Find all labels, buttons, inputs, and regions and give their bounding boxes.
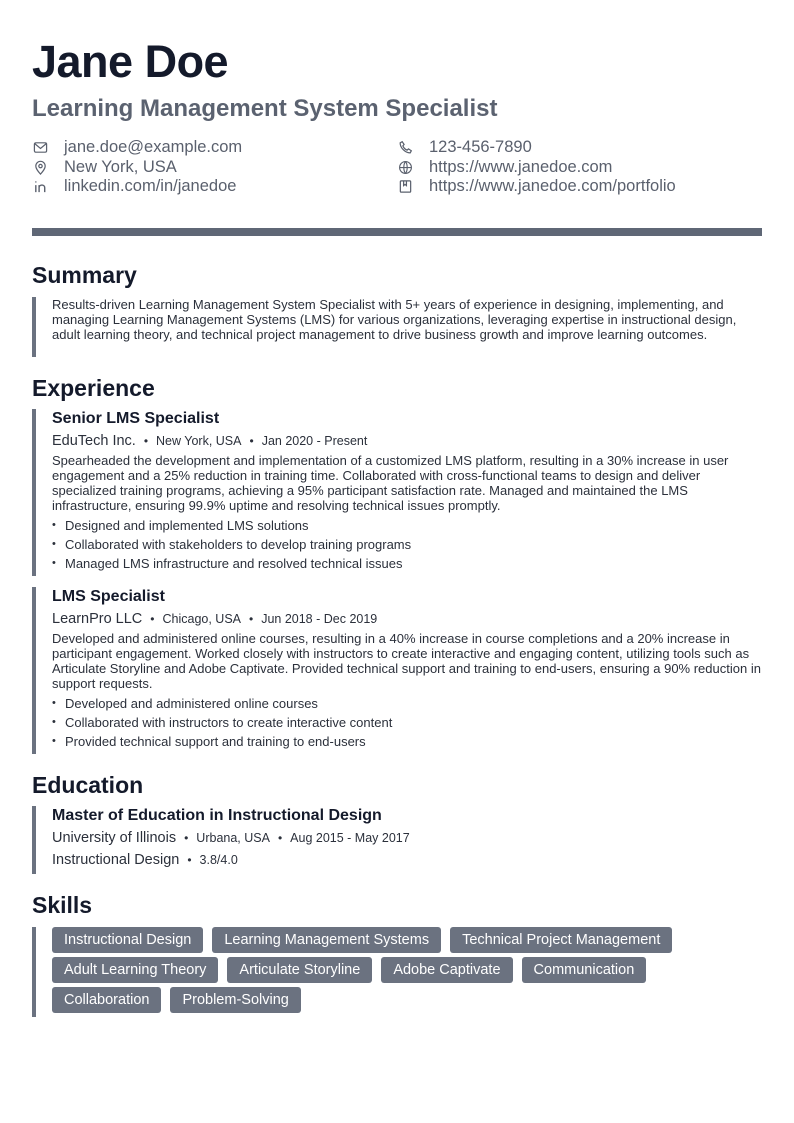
- skill-tag: Collaboration: [52, 987, 161, 1013]
- linkedin-icon: [32, 179, 48, 195]
- skills-list: [52, 927, 742, 1013]
- contact-location-text: New York, USA: [64, 157, 177, 176]
- contact-website-text: https://www.janedoe.com: [429, 157, 613, 176]
- job-bullets: [52, 694, 762, 751]
- school-name: University of Illinois: [52, 830, 177, 846]
- job-company: LearnPro LLC: [52, 611, 143, 627]
- job-meta: [52, 431, 762, 451]
- candidate-name: Jane Doe: [32, 36, 229, 87]
- contact-linkedin-text: linkedin.com/in/janedoe: [64, 177, 237, 196]
- separator-dot: •: [184, 831, 189, 845]
- mail-icon: [32, 140, 48, 156]
- contact-phone[interactable]: [397, 138, 676, 158]
- job-bullet: • Designed and implemented LMS solutions: [52, 516, 762, 535]
- experience-heading: Experience: [32, 375, 155, 401]
- contact-phone-text: 123-456-7890: [429, 138, 532, 157]
- job-bullet: • Collaborated with instructors to create interactive content: [52, 713, 762, 732]
- job-title: LMS Specialist: [52, 588, 165, 605]
- portfolio-icon: [397, 179, 413, 195]
- summary-text: Results-driven Learning Management System Specialist with 5+ years of experience in designing, implementing, and managing Learning Management Systems (LMS) for various organizations, leveraging expertise in instructional design, adult learning theory, and technical project management to drive business growth and improve learning outcomes.: [52, 297, 737, 342]
- skills-heading: Skills: [32, 892, 93, 918]
- separator-dot: •: [187, 853, 192, 867]
- job-meta: [52, 609, 762, 629]
- job-title: Senior LMS Specialist: [52, 410, 220, 427]
- skill-tag: Technical Project Management: [450, 927, 672, 953]
- education-heading: Education: [32, 772, 144, 798]
- contact-column-right: [397, 138, 676, 197]
- skills-block: [32, 927, 762, 1017]
- degree-title: Master of Education in Instructional Design: [52, 807, 382, 824]
- header-divider: [32, 228, 762, 236]
- contact-linkedin[interactable]: [32, 177, 242, 197]
- job-entry: [32, 409, 762, 576]
- job-description: Developed and administered online courses, resulting in a 40% increase in course completions and a 20% increase in participant engagement. Worked closely with instructors to create interactive and engaging content, utilizing tools such as Articulate Storyline and Adobe Captivate. Provided technical support and training to end-users, ensuring a 90% reduction in support requests.: [52, 631, 761, 691]
- phone-icon: [397, 140, 413, 156]
- contact-portfolio[interactable]: [397, 177, 676, 197]
- job-location: Chicago, USA: [162, 612, 241, 626]
- skill-tag: Adobe Captivate: [381, 957, 512, 983]
- contact-portfolio-text: https://www.janedoe.com/portfolio: [429, 177, 676, 196]
- job-bullet: • Managed LMS infrastructure and resolved technical issues: [52, 554, 762, 573]
- contact-email[interactable]: [32, 138, 242, 158]
- skill-tag: Problem-Solving: [170, 987, 300, 1013]
- job-entry: [32, 587, 762, 754]
- education-meta: [52, 828, 762, 848]
- separator-dot: •: [143, 434, 149, 448]
- job-dates: Jan 2020 - Present: [261, 434, 368, 448]
- gpa: 3.8/4.0: [199, 853, 238, 867]
- skill-tag: Adult Learning Theory: [52, 957, 218, 983]
- field-of-study: Instructional Design: [52, 852, 180, 868]
- summary-heading: Summary: [32, 262, 137, 288]
- job-dates: Jun 2018 - Dec 2019: [261, 612, 378, 626]
- skill-tag: Instructional Design: [52, 927, 203, 953]
- job-bullet: • Collaborated with stakeholders to develop training programs: [52, 535, 762, 554]
- separator-dot: •: [249, 612, 254, 626]
- skill-tag: Learning Management Systems: [212, 927, 441, 953]
- globe-icon: [397, 159, 413, 175]
- education-entry: [32, 806, 762, 874]
- education-dates: Aug 2015 - May 2017: [290, 831, 410, 845]
- skill-tag: Communication: [522, 957, 647, 983]
- job-bullets: [52, 516, 762, 573]
- contact-email-text: jane.doe@example.com: [64, 138, 243, 157]
- job-company: EduTech Inc.: [52, 433, 136, 449]
- job-bullet: • Provided technical support and training to end-users: [52, 732, 762, 751]
- separator-dot: •: [150, 612, 155, 626]
- job-description: Spearheaded the development and implementation of a customized LMS platform, resulting in a 30% increase in user engagement and a 25% reduction in training time. Collaborated with cross-functional teams to design and deliver specialized training programs, achieving a 95% participant satisfaction rate. Managed and maintained the LMS infrastructure, ensuring 99.9% uptime and resolving technical issues promptly.: [52, 453, 729, 513]
- education-field-row: [52, 850, 762, 870]
- candidate-role: Learning Management System Specialist: [32, 95, 498, 122]
- summary-block: [32, 297, 762, 357]
- location-icon: [32, 159, 48, 175]
- separator-dot: •: [249, 434, 254, 448]
- job-location: New York, USA: [156, 434, 242, 448]
- contact-column-left: [32, 138, 242, 197]
- job-bullet: • Developed and administered online courses: [52, 694, 762, 713]
- contact-location: [32, 158, 242, 178]
- school-location: Urbana, USA: [196, 831, 270, 845]
- separator-dot: •: [277, 831, 283, 845]
- skill-tag: Articulate Storyline: [227, 957, 372, 983]
- contact-website[interactable]: [397, 158, 676, 178]
